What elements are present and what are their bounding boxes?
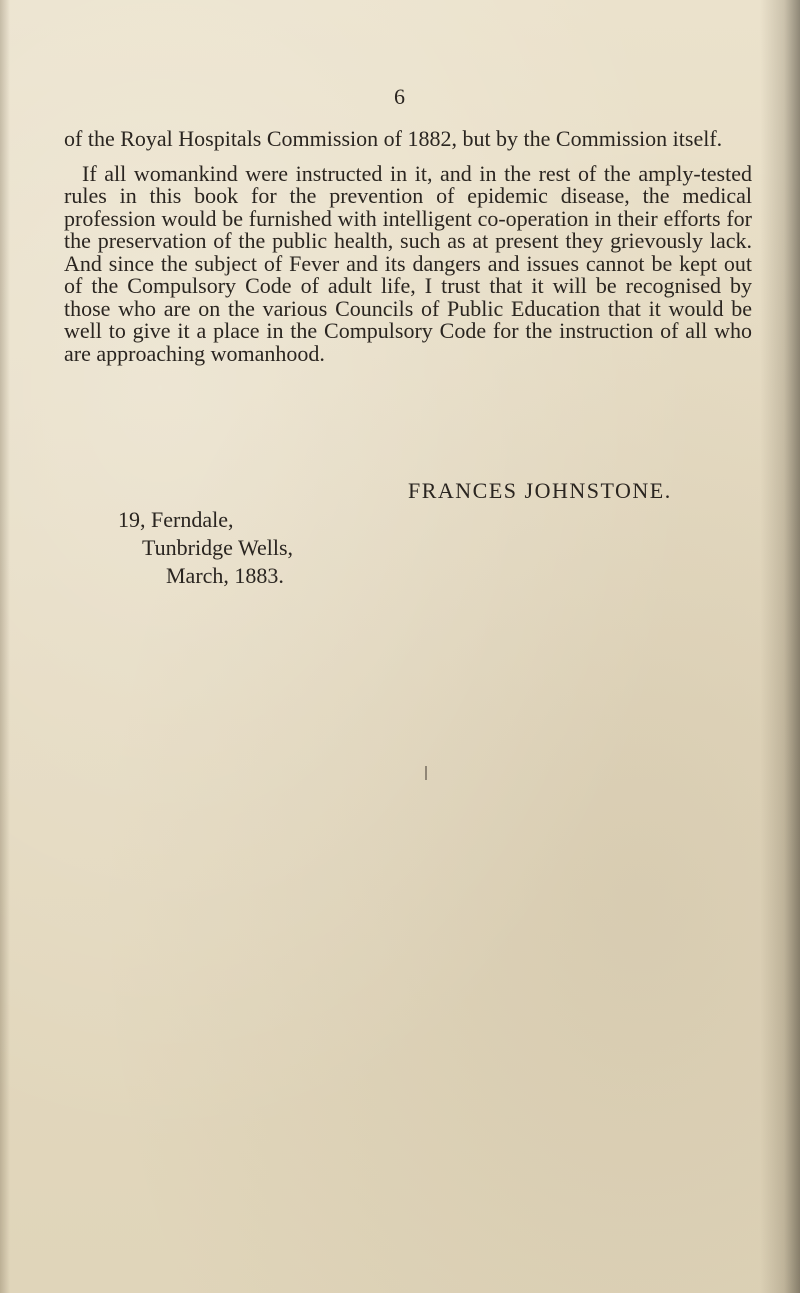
page-gutter-shadow bbox=[760, 0, 800, 1293]
author-signature: FRANCES JOHNSTONE. bbox=[408, 478, 672, 503]
print-mark bbox=[425, 766, 427, 780]
author-address bbox=[118, 506, 293, 590]
page-left-edge bbox=[0, 0, 10, 1293]
page-number: 6 bbox=[394, 84, 406, 109]
paragraph-2: If all womankind were instructed in it, and in the rest of the amply-tested rules in this book for the prevention of epidemic disease, the medical profession would be furnished with intelligent co-operation in their efforts for the preservation of the public health, such as at present they grievously lack. And since the subject of Fever and its dangers and issues cannot be kept out of the Compulsory Code of adult life, I trust that it will be recognised by those who are on the various Councils of Public Education that it would be well to give it a place in the Compulsory Code for the instruction of all who are approaching womanhood. bbox=[64, 160, 752, 366]
address-line-date: March, 1883. bbox=[166, 563, 284, 588]
address-line-street: 19, Ferndale, bbox=[118, 507, 234, 532]
paragraph-1: of the Royal Hospitals Commission of 1882, but by the Commission itself. bbox=[64, 126, 723, 151]
body-text bbox=[64, 128, 752, 365]
address-line-town: Tunbridge Wells, bbox=[142, 535, 294, 560]
